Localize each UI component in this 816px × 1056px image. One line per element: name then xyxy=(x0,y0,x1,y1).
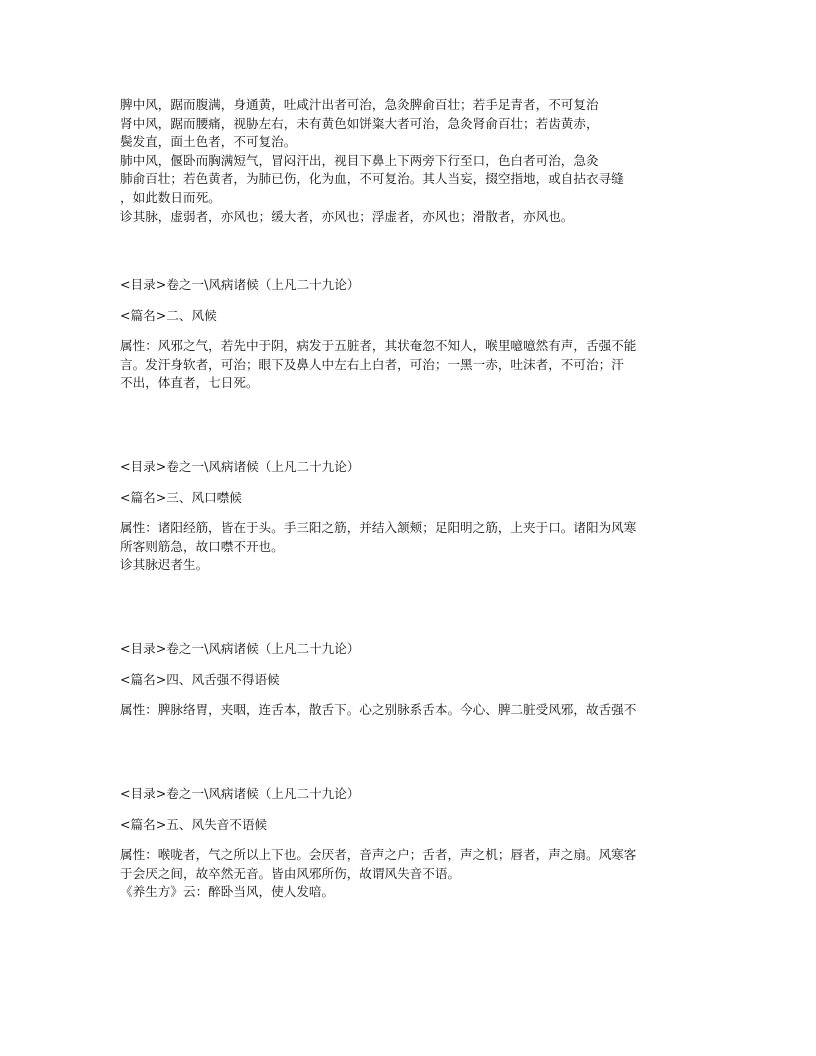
body-line: 言。发汗身软者，可治；眼下及鼻人中左右上白者，可治；一黑一赤，吐沫者，不可治；汗 xyxy=(120,356,624,372)
intro-line: 诊其脉，虚弱者，亦风也；缓大者，亦风也；浮虚者，亦风也；滑散者，亦风也。 xyxy=(120,208,574,224)
catalog-line: <目录>卷之一\风病诸候（上凡二十九论） xyxy=(120,459,360,474)
body-line: 属性：诸阳经筋，皆在于头。手三阳之筋，并结入颔颊；足阳明之筋，上夹于口。诸阳为风寒 xyxy=(120,520,637,536)
body-line: 《养生方》云：醉卧当风，使人发喑。 xyxy=(120,884,335,900)
intro-line: 肺中风，偃卧而胸满短气，冒闷汗出，视目下鼻上下两旁下行至口，色白者可治，急灸 xyxy=(120,152,599,168)
section-title: <篇名>五、风失音不语候 xyxy=(120,816,268,832)
catalog-line: <目录>卷之一\风病诸候（上凡二十九论） xyxy=(120,277,360,292)
intro-line: 鬓发直，面土色者，不可复治。 xyxy=(120,134,297,150)
section-3 xyxy=(120,458,700,575)
section-title: <篇名>四、风舌强不得语候 xyxy=(120,671,280,687)
body-line: 于会厌之间，故卒然无音。皆由风邪所伤，故谓风失音不语。 xyxy=(120,865,461,881)
section-4 xyxy=(120,640,700,720)
section-5 xyxy=(120,785,700,902)
section-title: <篇名>二、风候 xyxy=(120,307,217,323)
section-title: <篇名>三、风口噤候 xyxy=(120,489,242,505)
intro-block xyxy=(120,96,700,226)
body-line: 所客则筋急，故口噤不开也。 xyxy=(120,538,284,554)
catalog-line: <目录>卷之一\风病诸候（上凡二十九论） xyxy=(120,786,360,801)
intro-line: ，如此数日而死。 xyxy=(120,189,221,205)
body-line: 属性：脾脉络胃，夹咽，连舌本，散舌下。心之别脉系舌本。今心、脾二脏受风邪，故舌强不 xyxy=(120,702,637,718)
intro-line: 肺俞百壮；若色黄者，为肺已伤，化为血，不可复治。其人当妄，掇空指地，或自拈衣寻缝 xyxy=(120,171,624,187)
body-line: 诊其脉迟者生。 xyxy=(120,557,209,573)
body-line: 不出，体直者，七日死。 xyxy=(120,375,259,391)
intro-line: 脾中风，踞而腹满，身通黄，吐咸汁出者可治，急灸脾俞百壮；若手足青者，不可复治 xyxy=(120,97,599,112)
catalog-line: <目录>卷之一\风病诸候（上凡二十九论） xyxy=(120,641,360,656)
body-line: 属性：喉咙者，气之所以上下也。会厌者，音声之户；舌者，声之机；唇者，声之扇。风寒客 xyxy=(120,847,637,863)
section-2 xyxy=(120,276,700,393)
intro-line: 肾中风，踞而腰痛，视胁左右，未有黄色如饼粢大者可治，急灸肾俞百壮；若齿黄赤， xyxy=(120,115,599,131)
body-line: 属性：风邪之气，若先中于阴，病发于五脏者，其状奄忽不知人，喉里噫噫然有声，舌强不能 xyxy=(120,338,637,354)
